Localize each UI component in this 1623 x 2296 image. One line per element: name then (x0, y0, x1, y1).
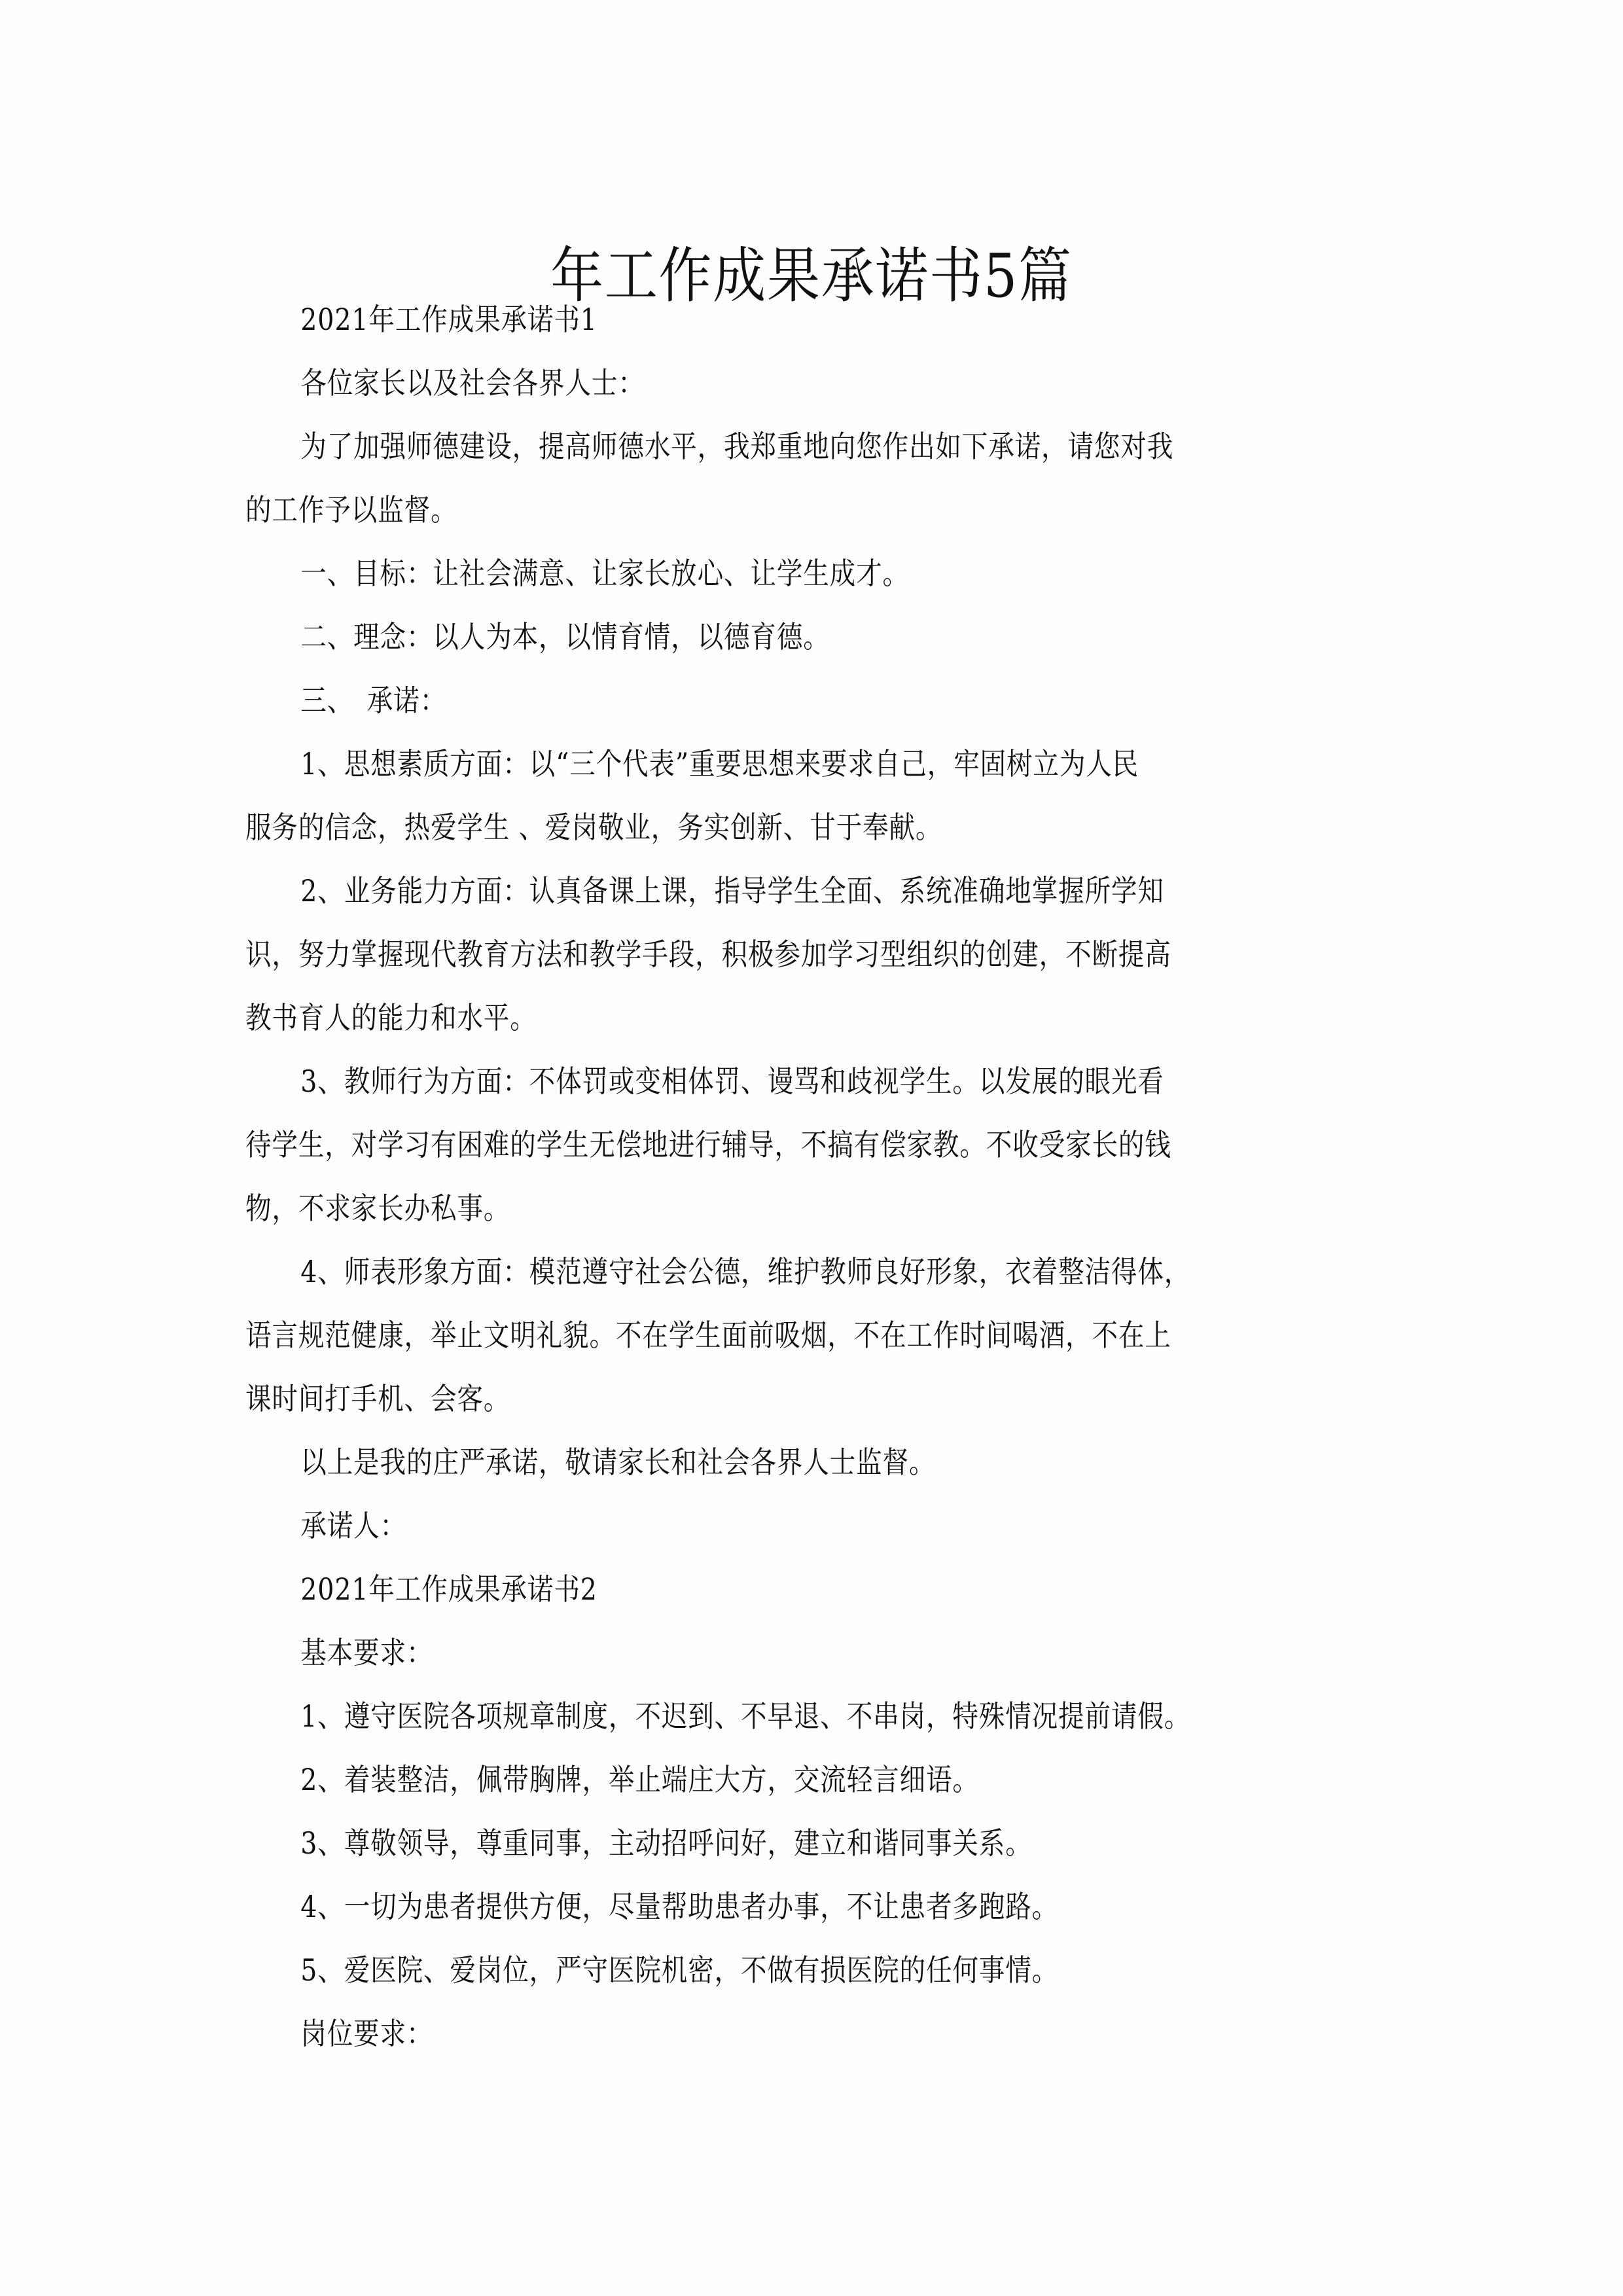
text-line: 教书育人的能力和水平。 (245, 1000, 537, 1035)
text-line: 服务的信念，热爱学生 、爱岗敬业，务实创新、甘于奉献。 (245, 810, 942, 845)
heading-pledge-1 (245, 288, 1397, 351)
text-line: 物，不求家长办私事。 (245, 1191, 510, 1226)
document-title: 年工作成果承诺书5篇 (550, 240, 1073, 311)
text-line: 课时间打手机、会客。 (245, 1381, 510, 1416)
text-line: 4、一切为患者提供方便，尽量帮助患者办事，不让患者多跑路。 (300, 1889, 1059, 1924)
pledge-item-4 (245, 1240, 1397, 1431)
text-line: 基本要求： (300, 1635, 433, 1670)
pledge-item-1 (245, 732, 1397, 859)
text-line: 1、遵守医院各项规章制度，不迟到、不早退、不串岗，特殊情况提前请假。 (300, 1698, 1191, 1734)
requirement-item-2 (245, 1748, 1397, 1812)
salutation (245, 351, 1397, 415)
requirement-item-5 (245, 1939, 1397, 2002)
heading-pledge-2 (245, 1558, 1397, 1621)
requirement-item-3 (245, 1812, 1397, 1875)
pledge-item-2 (245, 859, 1397, 1050)
text-line: 3、尊敬领导，尊重同事，主动招呼问好，建立和谐同事关系。 (300, 1825, 1032, 1861)
closing-paragraph (245, 1431, 1397, 1494)
document-body (245, 288, 1397, 2066)
pledge-heading (245, 669, 1397, 732)
requirement-item-1 (245, 1685, 1397, 1748)
text-line: 岗位要求： (300, 2016, 433, 2051)
text-line: 3、教师行为方面：不体罚或变相体罚、谩骂和歧视学生。以发展的眼光看 (300, 1064, 1164, 1099)
text-line: 三、 承诺： (300, 683, 447, 718)
text-line: 2、业务能力方面：认真备课上课，指导学生全面、系统准确地掌握所学知 (300, 873, 1164, 908)
text-line: 为了加强师德建设，提高师德水平，我郑重地向您作出如下承诺，请您对我 (300, 429, 1174, 464)
text-line: 识，努力掌握现代教育方法和教学手段，积极参加学习型组织的创建，不断提高 (245, 937, 1171, 972)
text-line: 1、思想素质方面：以“三个代表”重要思想来要求自己，牢固树立为人民 (300, 746, 1139, 781)
text-line: 2021年工作成果承诺书1 (300, 302, 597, 337)
text-line: 2021年工作成果承诺书2 (300, 1571, 597, 1607)
pledge-item-3 (245, 1050, 1397, 1240)
text-line: 的工作予以监督。 (245, 492, 457, 528)
text-line: 2、着装整洁，佩带胸牌，举止端庄大方，交流轻言细语。 (300, 1762, 979, 1797)
basic-requirements-heading (245, 1621, 1397, 1685)
text-line: 5、爱医院、爱岗位，严守医院机密，不做有损医院的任何事情。 (300, 1952, 1059, 1988)
text-line: 二、理念：以人为本，以情育情，以德育德。 (300, 619, 830, 655)
signature-label (245, 1494, 1397, 1558)
goal-paragraph (245, 542, 1397, 605)
text-line: 以上是我的庄严承诺，敬请家长和社会各界人士监督。 (300, 1444, 936, 1480)
philosophy-paragraph (245, 605, 1397, 669)
text-line: 待学生，对学习有困难的学生无偿地进行辅导，不搞有偿家教。不收受家长的钱 (245, 1127, 1171, 1162)
text-line: 一、目标：让社会满意、让家长放心、让学生成才。 (300, 556, 909, 591)
text-line: 承诺人： (300, 1508, 406, 1543)
text-line: 4、师表形象方面：模范遵守社会公德，维护教师良好形象，衣着整洁得体， (300, 1254, 1191, 1289)
text-line: 语言规范健康，举止文明礼貌。不在学生面前吸烟，不在工作时间喝酒，不在上 (245, 1318, 1171, 1353)
intro-paragraph (245, 415, 1397, 542)
text-line: 各位家长以及社会各界人士： (300, 365, 645, 401)
position-requirements-heading (245, 2002, 1397, 2066)
requirement-item-4 (245, 1875, 1397, 1939)
